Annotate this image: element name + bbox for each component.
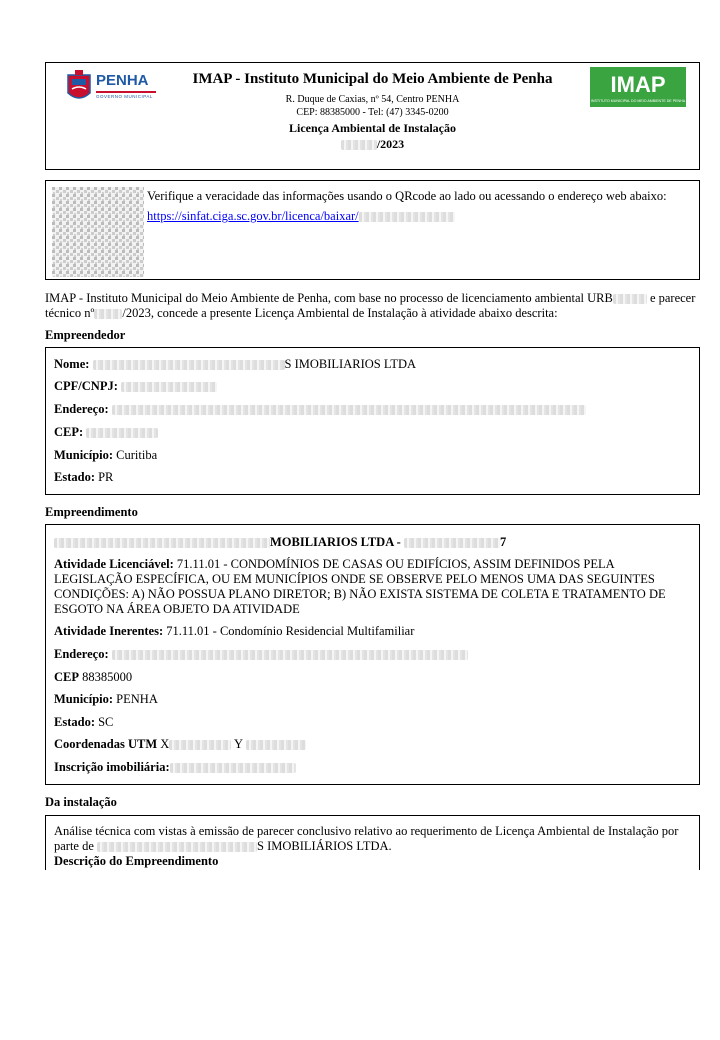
field-cep-empreendimento: CEP 88385000 — [54, 670, 133, 684]
field-nome: Nome: S IMOBILIARIOS LTDA — [54, 357, 417, 371]
institute-contact: CEP: 88385000 - Tel: (47) 3345-0200 — [296, 107, 449, 118]
empreendimento-box — [45, 524, 700, 785]
instalacao-text: Análise técnica com vistas à emissão de parecer conclusivo relativo ao requerimento de Licença Ambiental de Instalação por parte de S IMOBILIÁRIOS LTDA. — [54, 824, 679, 853]
document-header — [45, 62, 700, 170]
field-municipio-empreendimento: Município: PENHA — [54, 692, 158, 706]
document-title: Licença Ambiental de Instalação — [289, 121, 456, 135]
field-estado-empreendimento: Estado: SC — [54, 715, 114, 729]
qr-code[interactable] — [52, 187, 144, 277]
field-atividade-inerentes: Atividade Inerentes: 71.11.01 - Condomínio Residencial Multifamiliar — [54, 624, 415, 638]
svg-text:IMAP: IMAP — [610, 72, 666, 97]
field-endereco: Endereço: — [54, 402, 691, 417]
penha-logo — [64, 67, 159, 107]
penha-logo-text: PENHA — [96, 72, 149, 89]
verification-text: Verifique a veracidade das informações usando o QRcode ao lado ou acessando o endereço web abaixo: https://sinfat.ciga.sc.gov.br/licenca/baixar/ — [147, 189, 667, 223]
descricao-empreendimento-heading: Descrição do Empreendimento — [54, 854, 219, 868]
penha-logo-subtext: GOVERNO MUNICIPAL — [96, 94, 153, 99]
field-atividade-licenciavel: Atividade Licenciável: 71.11.01 - CONDOMÍNIOS DE CASAS OU EDIFÍCIOS, ASSIM DEFINIDOS PELA LEGISLAÇÃO ESPECÍFICA, OU EM MUNICÍPIOS ONDE SE OBSERVE PELO MENOS UMA DAS SEGUINTES CONDIÇÕES: A) NÃO POSSUA PLANO DIRETOR; B) NÃO EXISTA SISTEMA DE COLETA E TRATAMENTO DE ESGOTO NA ÁREA OBJETO DA ATIVIDADE — [54, 557, 666, 616]
field-endereco-empreendimento: Endereço: — [54, 647, 691, 662]
section-heading-empreendedor: Empreendedor — [45, 328, 126, 342]
institute-title: IMAP - Instituto Municipal do Meio Ambiente de Penha — [192, 71, 553, 87]
svg-text:INSTITUTO MUNICIPAL DO MEIO AM: INSTITUTO MUNICIPAL DO MEIO AMBIENTE DE PENHA — [590, 99, 686, 103]
intro-paragraph: IMAP - Instituto Municipal do Meio Ambiente de Penha, com base no processo de licenciamento ambiental URB e parecer técnico nº /2023, concede a presente Licença Ambiental de Instalação à atividade abaixo descrita: — [45, 291, 696, 320]
imap-logo — [590, 67, 686, 107]
instalacao-box — [45, 815, 700, 870]
verification-box — [45, 180, 700, 280]
header-center — [156, 71, 589, 152]
field-municipio: Município: Curitiba — [54, 448, 158, 462]
field-coordenadas-utm: Coordenadas UTM X Y — [54, 737, 691, 752]
document-number: /2023 — [156, 136, 589, 152]
verification-link[interactable]: https://sinfat.ciga.sc.gov.br/licenca/baixar/ — [147, 209, 359, 223]
field-cep: CEP: — [54, 425, 691, 440]
section-heading-instalacao: Da instalação — [45, 795, 117, 809]
field-empreendimento-name: MOBILIARIOS LTDA - 7 — [54, 535, 691, 550]
section-heading-empreendimento: Empreendimento — [45, 505, 138, 519]
field-cpf-cnpj: CPF/CNPJ: — [54, 379, 691, 394]
field-inscricao-imobiliaria: Inscrição imobiliária: — [54, 760, 691, 775]
field-estado: Estado: PR — [54, 470, 114, 484]
institute-address: R. Duque de Caxias, nº 54, Centro PENHA — [285, 94, 460, 105]
empreendedor-box — [45, 347, 700, 495]
